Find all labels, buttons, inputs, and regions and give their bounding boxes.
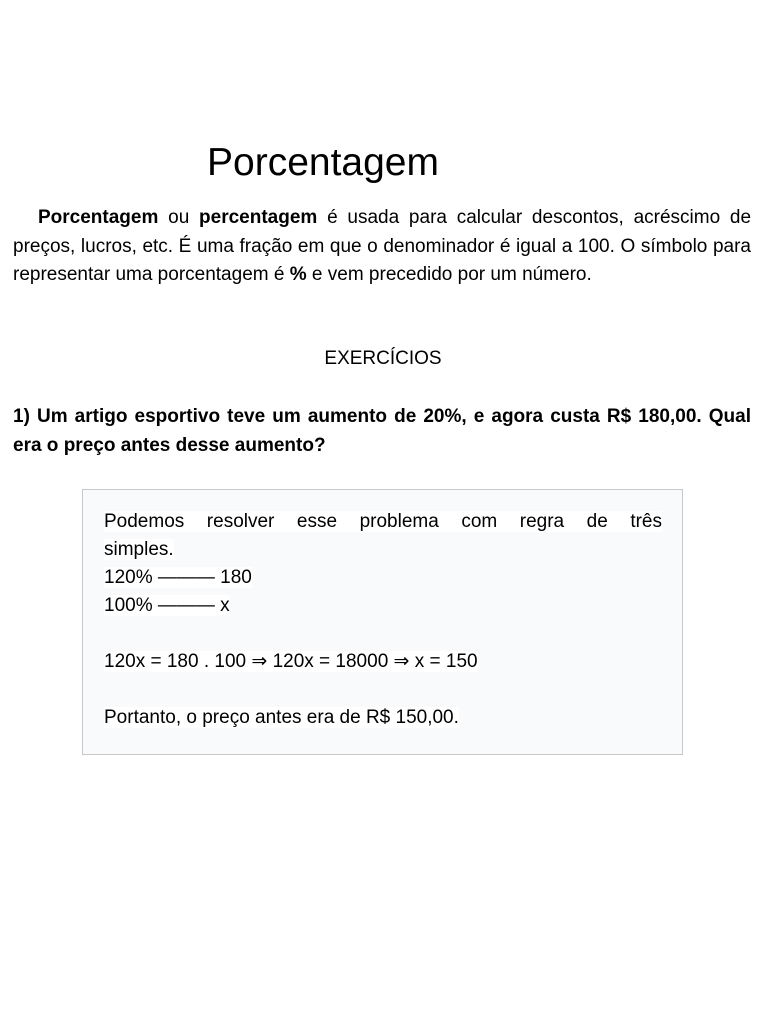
solution-line-2-wrap: [104, 536, 662, 564]
solution-line-6: Portanto, o preço antes era de R$ 150,00.: [104, 707, 459, 728]
solution-blank-2: [104, 676, 662, 704]
solution-line-4-wrap: [104, 592, 662, 620]
solution-line-4: 100% ——— x: [104, 595, 230, 616]
solution-line-5-wrap: [104, 648, 662, 676]
solution-box: [82, 489, 683, 755]
solution-line-5: 120x = 180 . 100 ⇒ 120x = 18000 ⇒ x = 150: [104, 651, 478, 672]
intro-connector: ou: [168, 207, 190, 228]
solution-line-3-wrap: [104, 564, 662, 592]
intro-paragraph: [13, 204, 751, 290]
solution-text: [104, 508, 662, 732]
solution-blank-1: [104, 620, 662, 648]
solution-line-2: simples.: [104, 539, 174, 560]
page-title: Porcentagem: [207, 141, 439, 184]
intro-term-porcentagem: Porcentagem: [38, 207, 159, 228]
question-1: 1) Um artigo esportivo teve um aumento de 20%, e agora custa R$ 180,00. Qual era o preço antes desse aumento?: [13, 406, 751, 456]
intro-text-a: é usada para calcular descontos, acréscimo de preços, lucros, etc. É uma fração em que o denominador é igual a 100. O símbolo para representar uma porcentagem é: [13, 207, 752, 285]
percent-symbol: %: [289, 264, 307, 285]
solution-line-3: 120% ——— 180: [104, 567, 252, 588]
intro-text-b: e vem precedido por um número.: [311, 264, 592, 285]
solution-line-6-wrap: [104, 704, 662, 732]
solution-line-1: Podemos resolver esse problema com regra de três: [104, 511, 662, 532]
intro-term-percentagem: percentagem: [199, 207, 318, 228]
solution-line-1-wrap: [104, 508, 662, 536]
exercises-heading: EXERCÍCIOS: [324, 348, 442, 369]
